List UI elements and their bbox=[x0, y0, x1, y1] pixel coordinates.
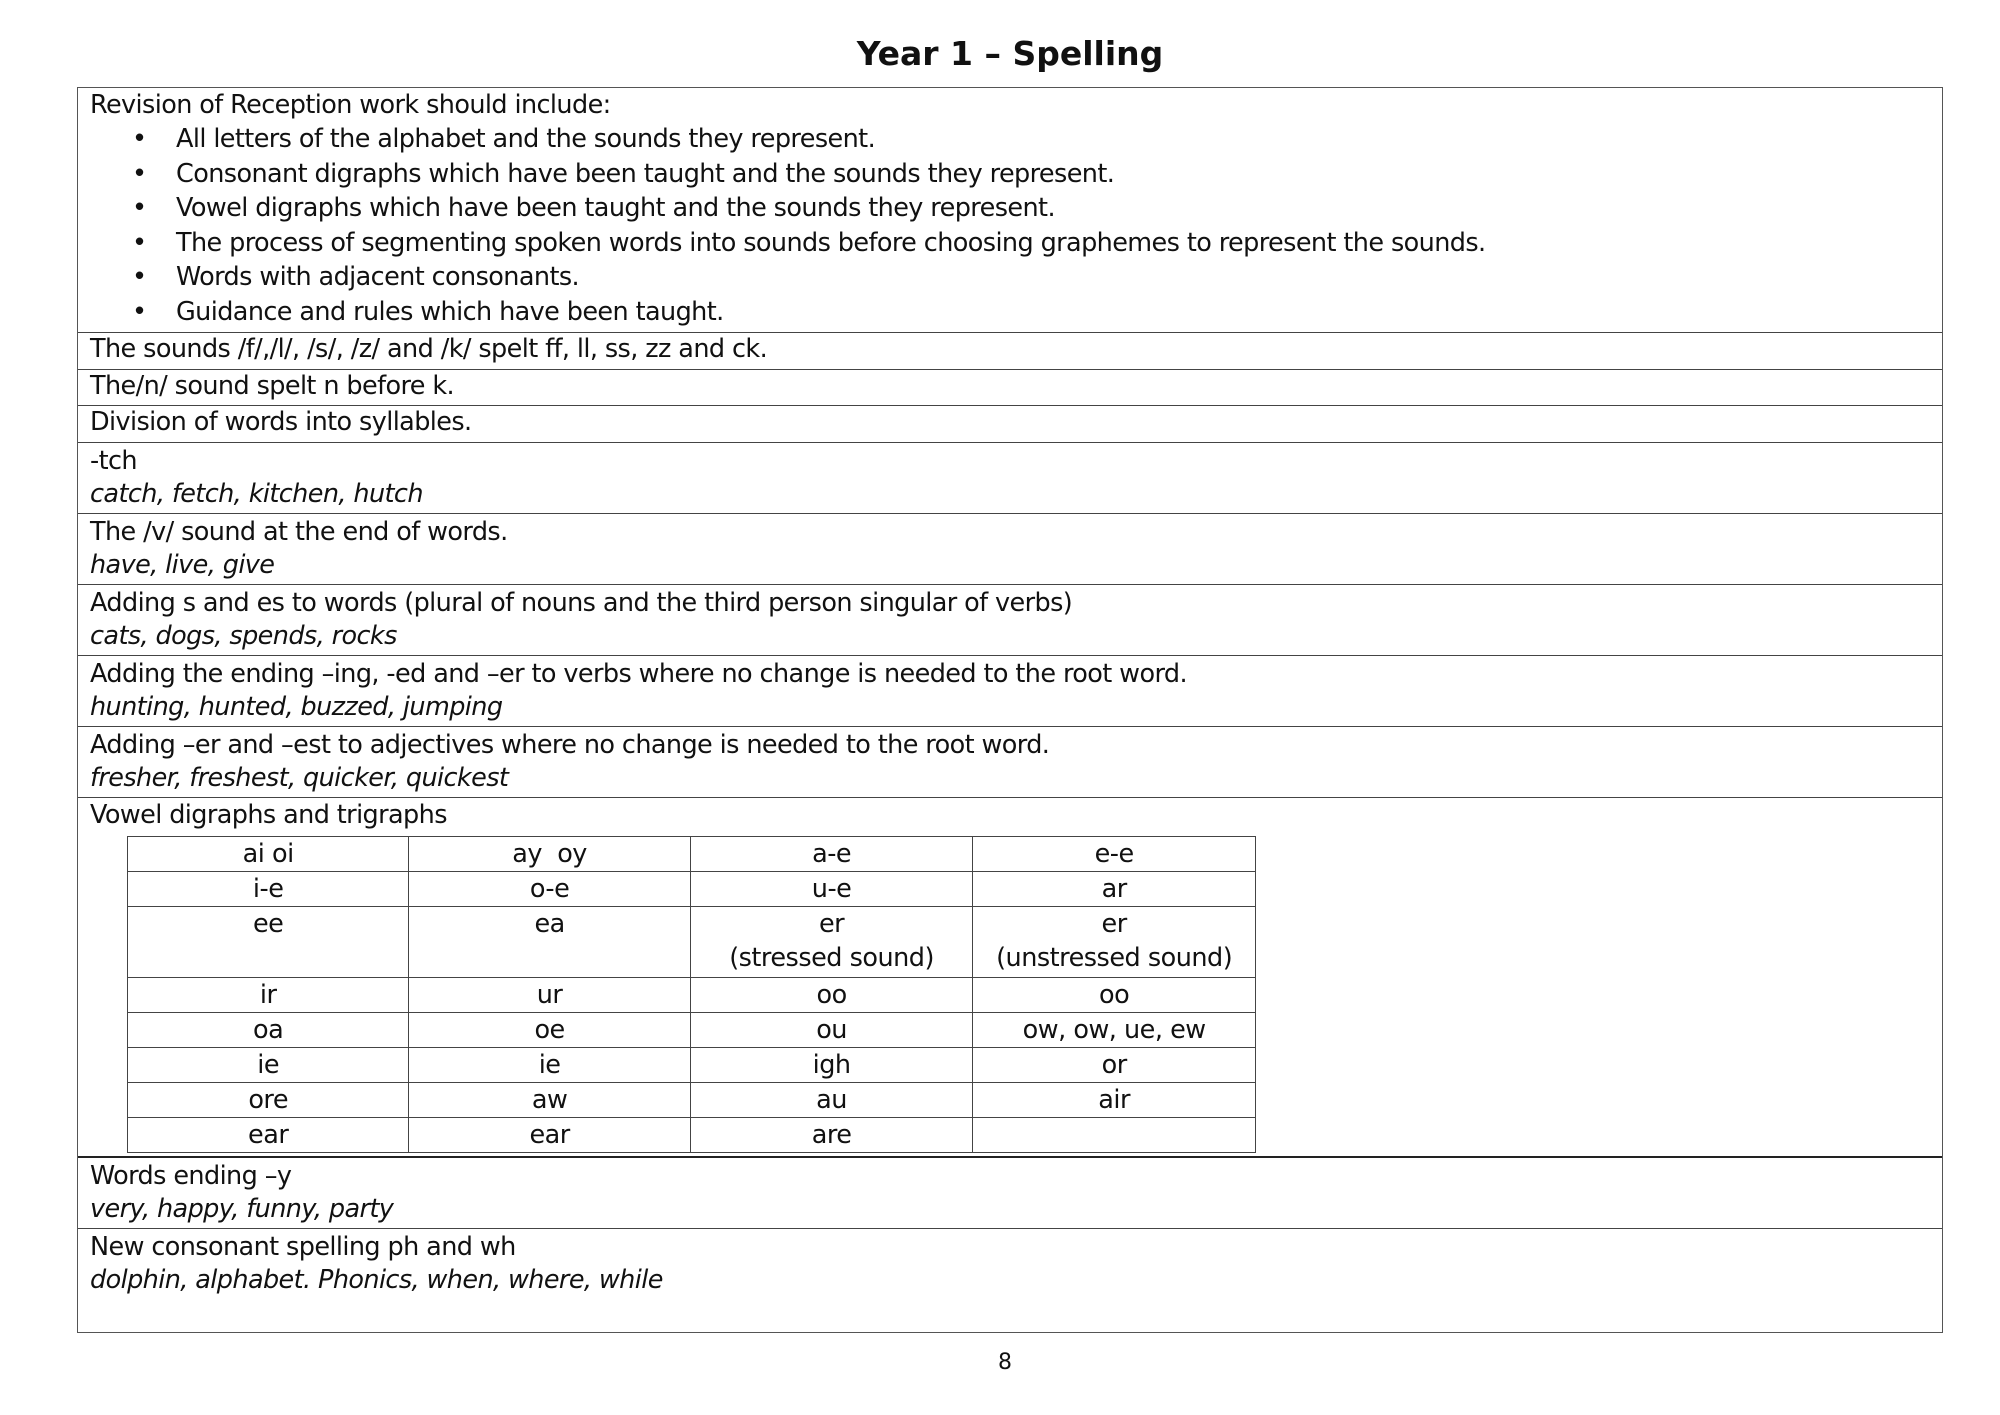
page-number: 8 bbox=[998, 1350, 1012, 1375]
cell-text: oo bbox=[1099, 980, 1130, 1010]
vowel-table-cell bbox=[409, 1013, 691, 1048]
vowel-table-cell bbox=[973, 872, 1256, 907]
cell-text: au bbox=[816, 1085, 847, 1115]
row-examples: catch, fetch, kitchen, hutch bbox=[90, 479, 423, 509]
spelling-row bbox=[78, 514, 1942, 585]
vowel-table-cell bbox=[690, 872, 972, 907]
cell-text: (unstressed sound) bbox=[996, 943, 1233, 973]
cell-text: ie bbox=[257, 1050, 280, 1080]
bullet-item: • All letters of the alphabet and the sounds they represent. bbox=[90, 122, 1942, 157]
revision-row bbox=[78, 88, 1942, 333]
revision-heading: Revision of Reception work should include: bbox=[90, 90, 611, 120]
spelling-row bbox=[78, 406, 1942, 443]
vowel-digraphs-row bbox=[78, 798, 1942, 1158]
spelling-table bbox=[77, 87, 1943, 1333]
page-title: Year 1 – Spelling bbox=[856, 34, 1164, 73]
cell-text: ear bbox=[248, 1120, 289, 1150]
cell-text: o-e bbox=[529, 874, 570, 904]
vowel-digraph-table bbox=[127, 836, 1256, 1153]
vowel-table-cell bbox=[973, 1083, 1256, 1118]
bullet-item: • Guidance and rules which have been taught. bbox=[90, 295, 1942, 330]
row-text: -tch bbox=[90, 446, 137, 476]
vowel-table-cell bbox=[128, 837, 409, 872]
revision-bullet-list bbox=[90, 122, 1942, 329]
cell-text: oe bbox=[534, 1015, 565, 1045]
cell-text: ear bbox=[529, 1120, 570, 1150]
cell-text: a-e bbox=[812, 839, 852, 869]
spelling-row bbox=[78, 1158, 1942, 1229]
vowel-table-cell bbox=[128, 907, 409, 978]
cell-text: ea bbox=[534, 909, 565, 939]
cell-text: er bbox=[1101, 909, 1127, 939]
vowel-table-cell bbox=[128, 978, 409, 1013]
vowel-table-row bbox=[128, 1083, 1256, 1118]
vowel-heading: Vowel digraphs and trigraphs bbox=[90, 800, 447, 830]
vowel-table-cell bbox=[690, 907, 972, 978]
cell-text: i-e bbox=[252, 874, 284, 904]
vowel-table-cell bbox=[409, 1048, 691, 1083]
cell-text: ow, ow, ue, ew bbox=[1022, 1015, 1206, 1045]
cell-text: e-e bbox=[1094, 839, 1134, 869]
row-text: The/n/ sound spelt n before k. bbox=[90, 371, 455, 401]
row-examples: have, live, give bbox=[90, 550, 275, 580]
row-examples: cats, dogs, spends, rocks bbox=[90, 621, 397, 651]
vowel-table-cell bbox=[973, 907, 1256, 978]
spelling-row bbox=[78, 370, 1942, 406]
vowel-table-cell bbox=[690, 1048, 972, 1083]
row-text: New consonant spelling ph and wh bbox=[90, 1232, 516, 1262]
vowel-table-row bbox=[128, 1048, 1256, 1083]
vowel-table-row bbox=[128, 1013, 1256, 1048]
spelling-row bbox=[78, 443, 1942, 514]
row-text: The /v/ sound at the end of words. bbox=[90, 517, 508, 547]
cell-text: ay oy bbox=[512, 839, 587, 869]
row-text: Words ending –y bbox=[90, 1161, 292, 1191]
vowel-table-row bbox=[128, 978, 1256, 1013]
cell-text: ai oi bbox=[242, 839, 294, 869]
spelling-row bbox=[78, 1229, 1942, 1333]
cell-text: air bbox=[1098, 1085, 1130, 1115]
cell-text: ur bbox=[536, 980, 563, 1010]
vowel-table-cell bbox=[690, 1083, 972, 1118]
row-text: Adding s and es to words (plural of nouns and the third person singular of verbs) bbox=[90, 588, 1073, 618]
vowel-table-cell bbox=[409, 1083, 691, 1118]
vowel-table-row bbox=[128, 907, 1256, 978]
cell-text: er bbox=[818, 909, 845, 939]
cell-text: are bbox=[811, 1120, 852, 1150]
vowel-table-cell bbox=[973, 1013, 1256, 1048]
vowel-table-cell bbox=[409, 872, 691, 907]
vowel-table-cell bbox=[409, 1118, 691, 1153]
cell-text: ee bbox=[252, 909, 284, 939]
spelling-row bbox=[78, 727, 1942, 798]
row-text: Adding the ending –ing, -ed and –er to verbs where no change is needed to the root word. bbox=[90, 659, 1187, 689]
cell-text: aw bbox=[531, 1085, 568, 1115]
vowel-table-cell bbox=[409, 907, 691, 978]
vowel-table-cell bbox=[128, 1118, 409, 1153]
vowel-table-cell bbox=[690, 978, 972, 1013]
cell-text: oa bbox=[253, 1015, 284, 1045]
vowel-table-cell bbox=[690, 1118, 972, 1153]
vowel-table-row bbox=[128, 837, 1256, 872]
vowel-table-cell bbox=[128, 1013, 409, 1048]
cell-text: or bbox=[1101, 1050, 1127, 1080]
spelling-row bbox=[78, 333, 1942, 370]
vowel-table-cell bbox=[409, 837, 691, 872]
cell-text: ar bbox=[1101, 874, 1127, 904]
row-examples: very, happy, funny, party bbox=[90, 1194, 394, 1224]
vowel-table-cell bbox=[973, 1048, 1256, 1083]
row-examples: hunting, hunted, buzzed, jumping bbox=[90, 692, 503, 722]
vowel-table-cell bbox=[973, 1118, 1256, 1153]
cell-text: oo bbox=[816, 980, 847, 1010]
vowel-table-cell bbox=[128, 872, 409, 907]
cell-text: ore bbox=[248, 1085, 289, 1115]
spelling-row bbox=[78, 656, 1942, 727]
vowel-table-cell bbox=[973, 978, 1256, 1013]
cell-text: ie bbox=[538, 1050, 561, 1080]
row-text: Adding –er and –est to adjectives where no change is needed to the root word. bbox=[90, 730, 1050, 760]
cell-text: (stressed sound) bbox=[729, 943, 934, 973]
row-examples: dolphin, alphabet. Phonics, when, where, while bbox=[90, 1265, 663, 1295]
spelling-row bbox=[78, 585, 1942, 656]
row-text: Division of words into syllables. bbox=[90, 407, 472, 437]
bullet-item: • Words with adjacent consonants. bbox=[90, 260, 1942, 295]
cell-text: ir bbox=[259, 980, 277, 1010]
vowel-table-cell bbox=[973, 837, 1256, 872]
cell-text: ou bbox=[816, 1015, 847, 1045]
row-examples: fresher, freshest, quicker, quickest bbox=[90, 763, 509, 793]
cell-text: u-e bbox=[811, 874, 852, 904]
cell-text: igh bbox=[812, 1050, 851, 1080]
row-text: The sounds /f/,/l/, /s/, /z/ and /k/ spelt ff, ll, ss, zz and ck. bbox=[90, 334, 768, 364]
bullet-item: • Consonant digraphs which have been taught and the sounds they represent. bbox=[90, 157, 1942, 192]
vowel-table-cell bbox=[409, 978, 691, 1013]
vowel-table-row bbox=[128, 872, 1256, 907]
vowel-table-cell bbox=[128, 1048, 409, 1083]
bullet-item: • The process of segmenting spoken words into sounds before choosing graphemes to represent the sounds. bbox=[90, 226, 1942, 261]
vowel-table-row bbox=[128, 1118, 1256, 1153]
bullet-item: • Vowel digraphs which have been taught and the sounds they represent. bbox=[90, 191, 1942, 226]
vowel-table-cell bbox=[690, 837, 972, 872]
vowel-table-cell bbox=[128, 1083, 409, 1118]
vowel-table-cell bbox=[690, 1013, 972, 1048]
